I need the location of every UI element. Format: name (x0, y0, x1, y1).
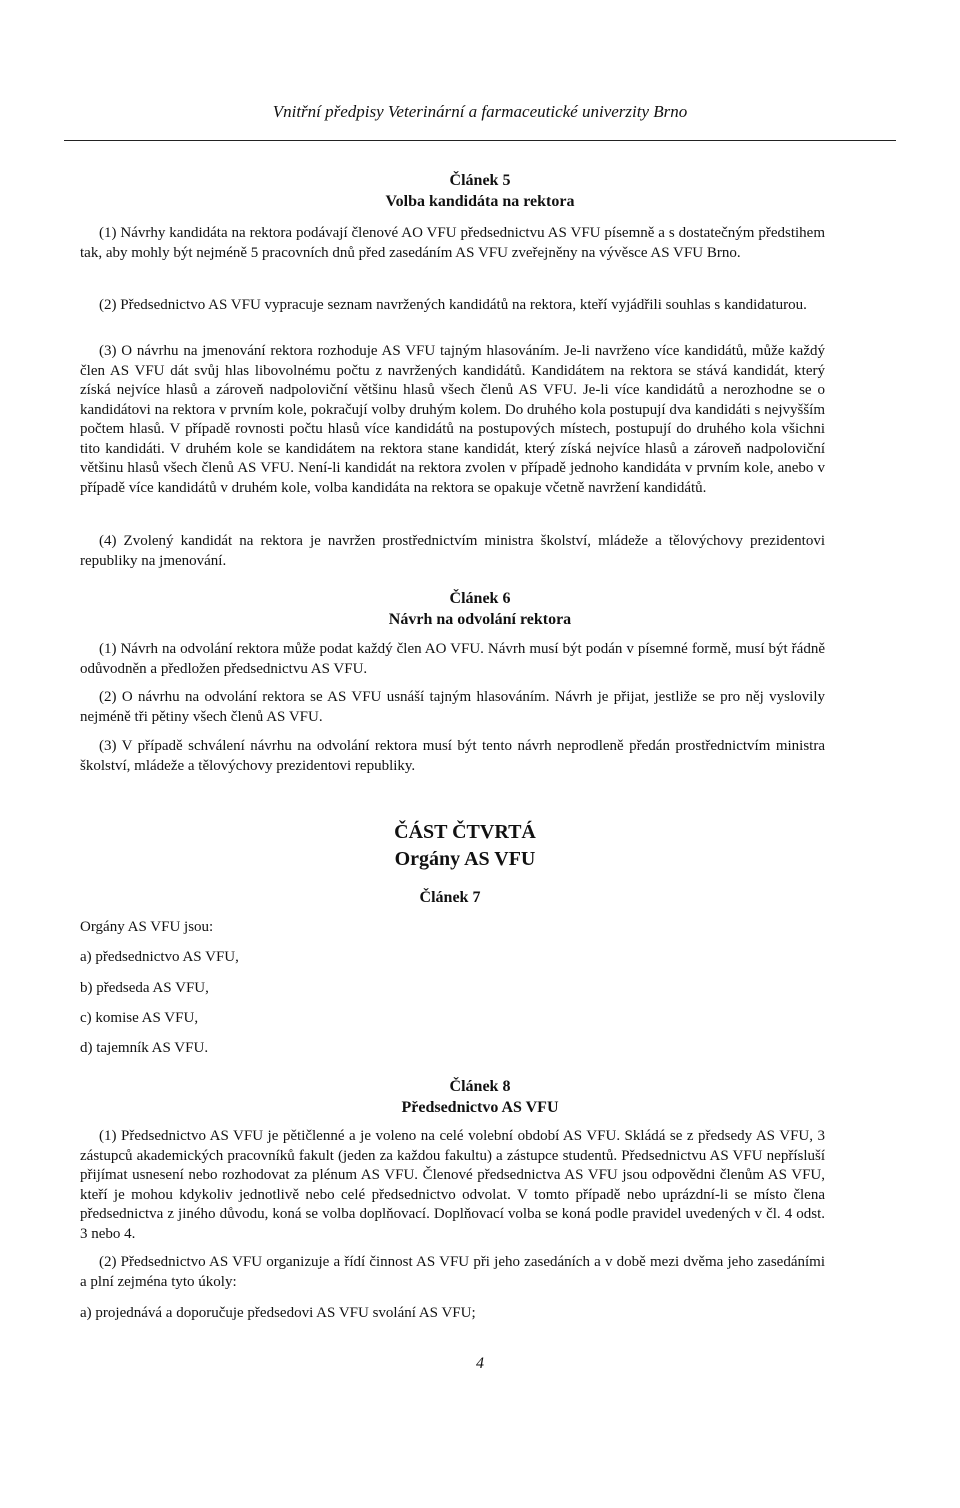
article-7-heading: Článek 7 (419, 889, 481, 906)
article-6-paragraph-1: (1) Návrh na odvolání rektora může podat každý člen AO VFU. Návrh musí být podán v písemné formě, musí být řádně odůvodněn a předložen předsednictvu AS VFU. (80, 641, 825, 677)
article-6-heading: Článek 6 (449, 590, 511, 607)
article-7-item: a) předsednictvo AS VFU, (80, 949, 239, 965)
article-6-paragraph-3: (3) V případě schválení návrhu na odvolání rektora musí být tento návrh neprodleně předán prostřednictvím ministra školství, mládeže a tělovýchovy prezidentovi republiky. (80, 738, 825, 774)
part-title: ČÁST ČTVRTÁ (394, 821, 536, 843)
article-7-intro: Orgány AS VFU jsou: (80, 919, 214, 935)
article-8-title: Předsednictvo AS VFU (401, 1099, 559, 1116)
article-7-item: c) komise AS VFU, (80, 1010, 199, 1026)
article-5-paragraph-1: (1) Návrhy kandidáta na rektora podávají členové AO VFU předsednictvu AS VFU písemně a s dostatečným předstihem tak, aby mohly být nejméně 5 pracovních dnů před zasedáním AS VFU zveřejněny na vývěsce AS VFU Brno. (80, 225, 825, 261)
article-8-item-a: a) projednává a doporučuje předsedovi AS VFU svolání AS VFU; (80, 1305, 476, 1321)
article-8-paragraph-2: (2) Předsednictvo AS VFU organizuje a řídí činnost AS VFU při jeho zasedáních a v době mezi dvěma jeho zasedáními a plní zejména tyto úkoly: (80, 1254, 825, 1290)
article-6-title: Návrh na odvolání rektora (388, 611, 572, 628)
page-number: 4 (476, 1355, 484, 1372)
article-7-item: d) tajemník AS VFU. (80, 1040, 209, 1056)
article-5-paragraph-2: (2) Předsednictvo AS VFU vypracuje seznam navržených kandidátů na rektora, kteří vyjádřili souhlas s kandidaturou. (99, 297, 807, 313)
article-8-heading: Článek 8 (449, 1078, 511, 1095)
article-7-item: b) předseda AS VFU, (80, 980, 209, 996)
article-8-paragraph-1: (1) Předsednictvo AS VFU je pětičlenné a je voleno na celé volební období AS VFU. Skládá se z předsedy AS VFU, 3 zástupců akademických pracovníků fakult (jeden za každou fakultu) a zástupce studentů. Předsednictvu AS VFU nepřísluší přijímat usnesení nebo rozhodovat za plénum AS VFU. Členové předsednictva AS VFU jsou odpovědni členům AS VFU, kteří je mohou kdykoliv jednotlivě nebo celé předsednictvo odvolat. V tomto případě nebo uprázdní-li se místo člena předsednictva z jiného důvodu, koná se volba doplňovací. Doplňovací volba se koná podle pravidel uvedených v čl. 4 odst. 3 nebo 4. (80, 1128, 825, 1242)
article-5-paragraph-4: (4) Zvolený kandidát na rektora je navržen prostřednictvím ministra školství, mládeže a tělovýchovy prezidentovi republiky na jmenování. (80, 533, 825, 569)
part-subtitle: Orgány AS VFU (394, 848, 536, 870)
article-5-paragraph-3: (3) O návrhu na jmenování rektora rozhoduje AS VFU tajným hlasováním. Je-li navrženo více kandidátů, může každý člen AS VFU dát svůj hlas libovolnému počtu z navržených kandidátů. Kandidátem na rektora se stává kandidát, který získá nejvíce hlasů a zároveň nadpoloviční většinu hlasů všech členů AS VFU. Je-li více kandidátů a nerozhodne se o kandidátovi na rektora v prvním kole, pokračují volby druhým kolem. Do druhého kola postupují dva kandidáti s nejvyšším počtem hlasů. V případě rovnosti počtu hlasů více kandidátů na postupových místech, postupují do druhého kola všichni tito kandidáti. V druhém kole se kandidátem na rektora stane kandidát, který získá nejvíce hlasů a zároveň nadpoloviční většinu hlasů všech členů AS VFU. Není-li kandidát na rektora zvolen v případě jednoho kandidáta v prvním kole, anebo v případě více kandidátů v druhém kole, volba kandidáta na rektora se opakuje včetně navržení kandidátů. (80, 343, 825, 496)
header-rule (64, 140, 896, 141)
article-5-heading: Článek 5 (449, 172, 511, 189)
article-6-paragraph-2: (2) O návrhu na odvolání rektora se AS VFU usnáší tajným hlasováním. Návrh je přijat, jestliže se pro něj vyslovily nejméně tři pětiny všech členů AS VFU. (80, 689, 825, 725)
article-5-title: Volba kandidáta na rektora (385, 193, 575, 210)
running-header: Vnitřní předpisy Veterinární a farmaceutické univerzity Brno (272, 102, 688, 121)
